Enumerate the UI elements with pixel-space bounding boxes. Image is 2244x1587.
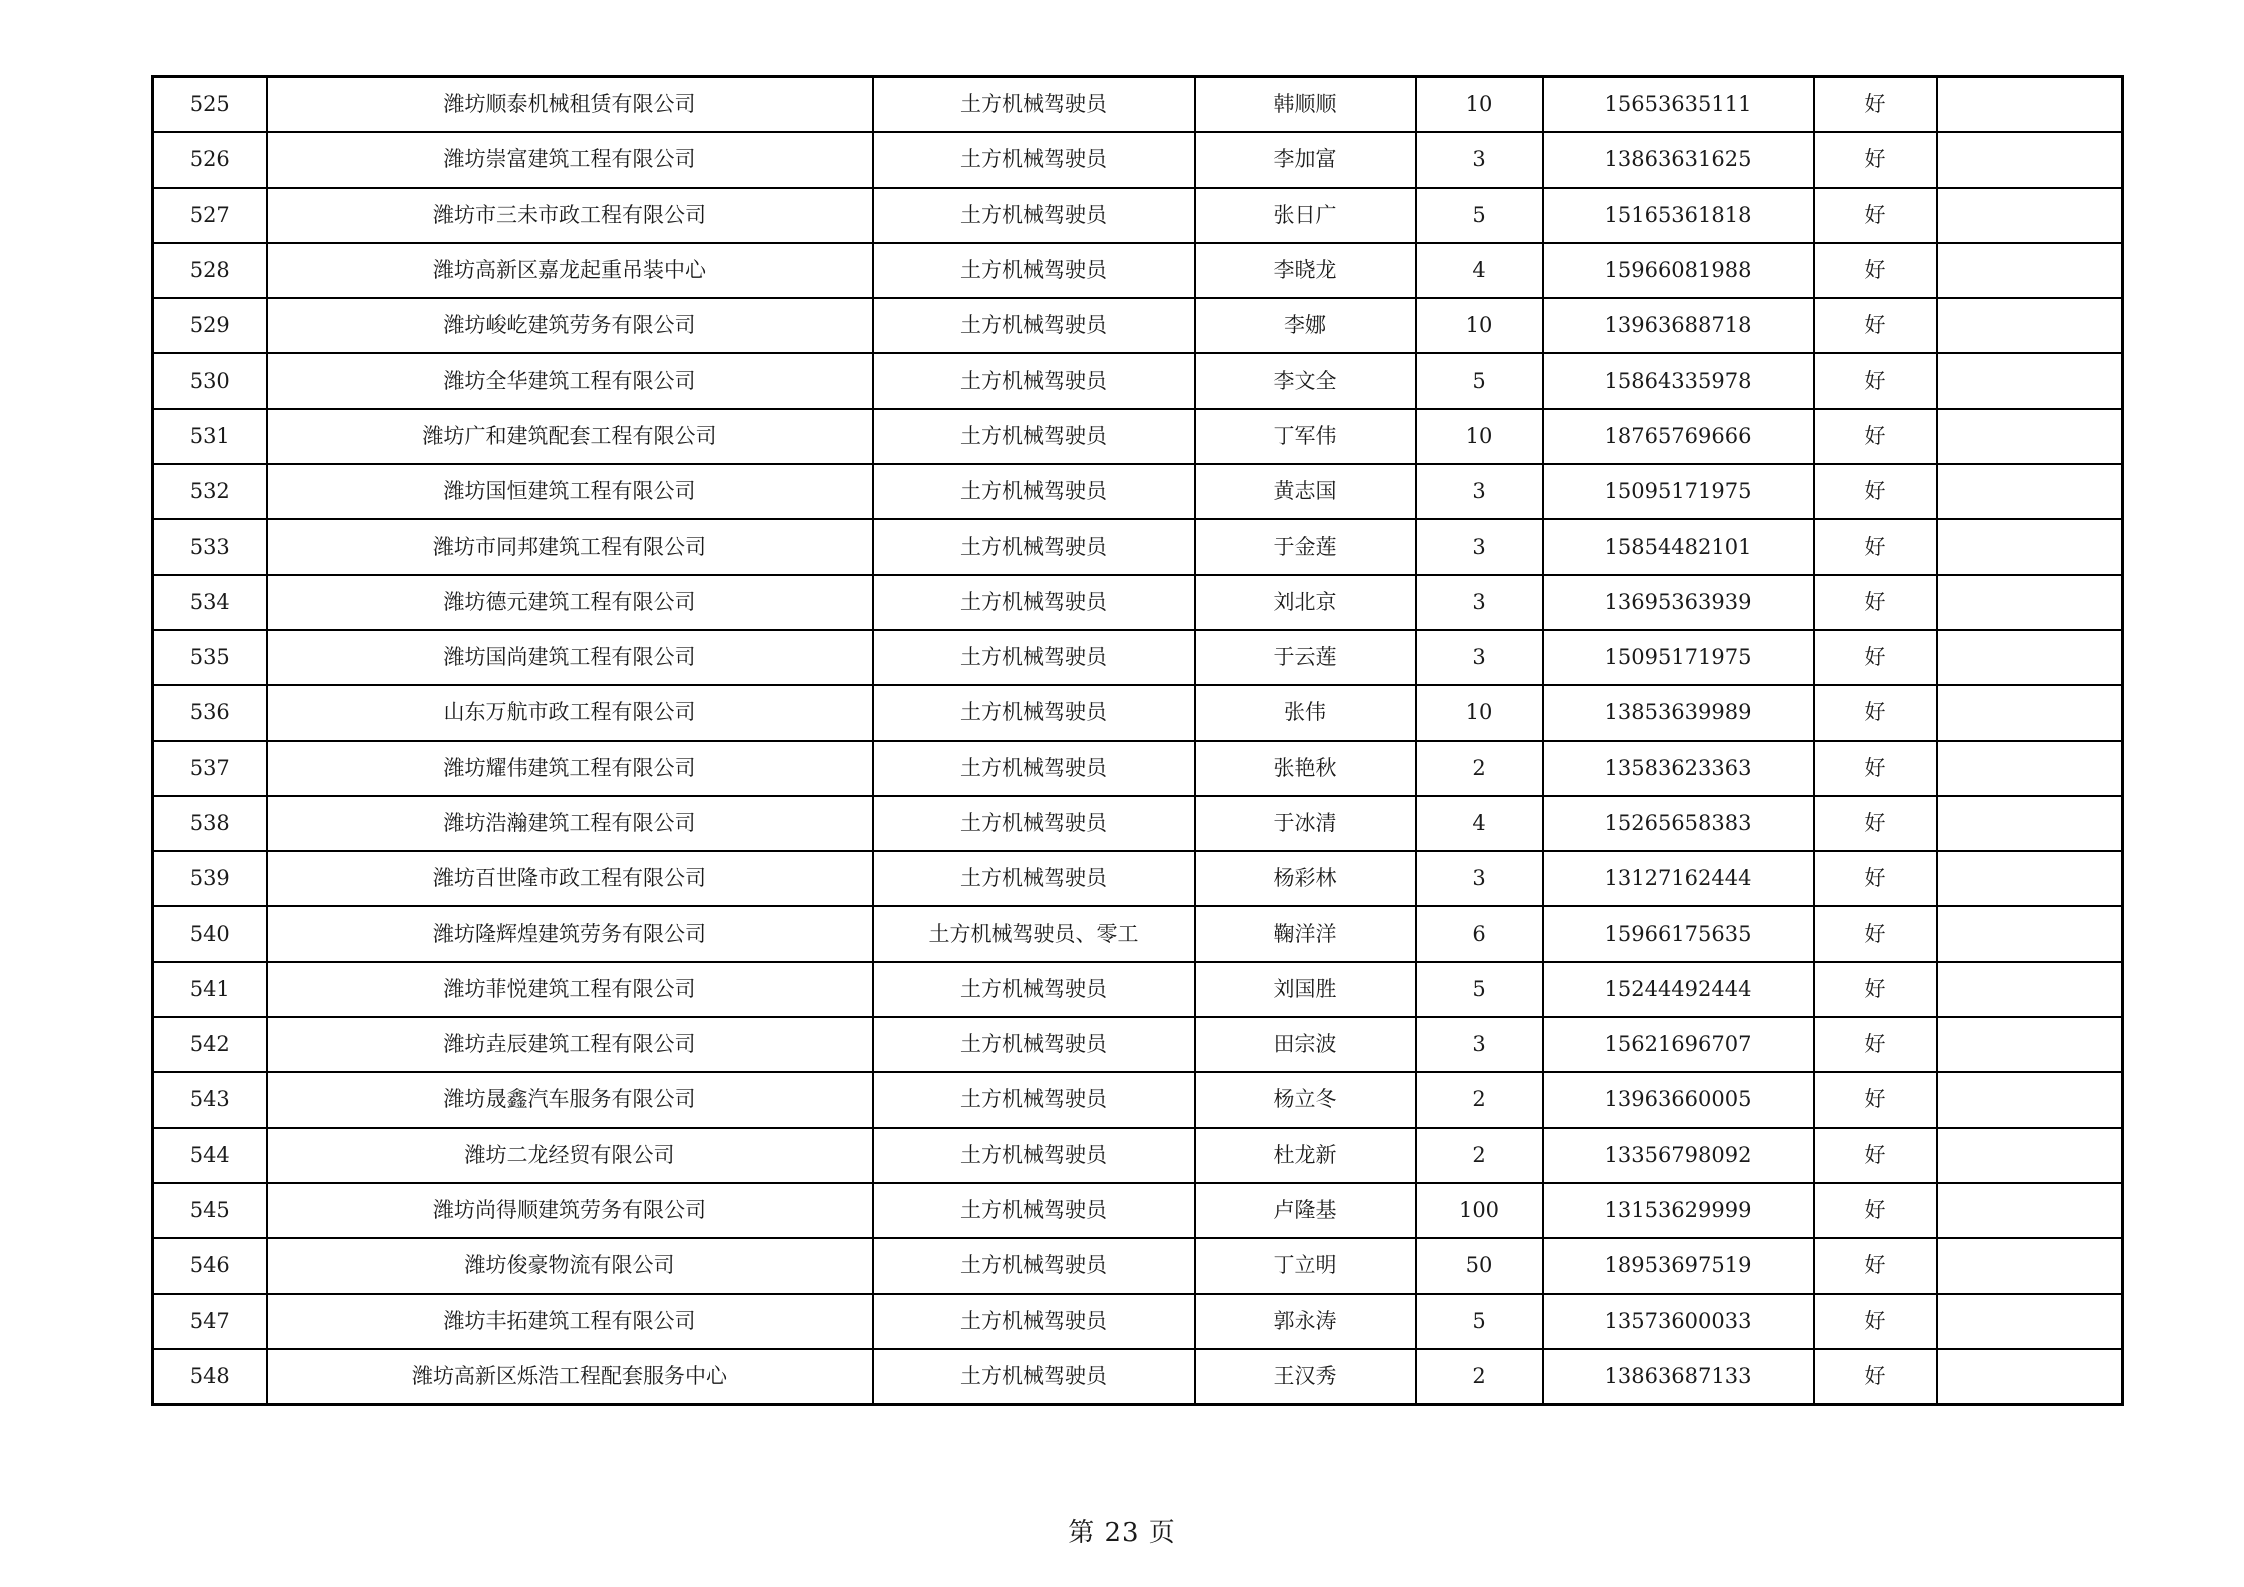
cell-phone: 15966175635 (1543, 906, 1814, 961)
cell-count: 2 (1416, 741, 1543, 796)
cell-company: 潍坊百世隆市政工程有限公司 (267, 851, 873, 906)
cell-rating: 好 (1814, 796, 1937, 851)
cell-contact: 李文全 (1195, 353, 1416, 408)
cell-rating: 好 (1814, 962, 1937, 1017)
cell-index: 534 (153, 575, 267, 630)
cell-count: 4 (1416, 243, 1543, 298)
table-row (153, 796, 2123, 851)
cell-count: 2 (1416, 1072, 1543, 1127)
cell-rating: 好 (1814, 1294, 1937, 1349)
table-row (153, 1017, 2123, 1072)
cell-remark (1937, 1183, 2123, 1238)
cell-phone: 13695363939 (1543, 575, 1814, 630)
cell-company: 潍坊顺泰机械租赁有限公司 (267, 77, 873, 133)
cell-remark (1937, 796, 2123, 851)
cell-rating: 好 (1814, 1349, 1937, 1405)
cell-job-type: 土方机械驾驶员 (873, 298, 1195, 353)
table-row (153, 77, 2123, 133)
cell-remark (1937, 409, 2123, 464)
cell-remark (1937, 77, 2123, 133)
cell-rating: 好 (1814, 1128, 1937, 1183)
cell-count: 100 (1416, 1183, 1543, 1238)
cell-rating: 好 (1814, 1017, 1937, 1072)
cell-contact: 张伟 (1195, 685, 1416, 740)
cell-job-type: 土方机械驾驶员 (873, 77, 1195, 133)
cell-count: 3 (1416, 851, 1543, 906)
cell-index: 541 (153, 962, 267, 1017)
cell-count: 5 (1416, 188, 1543, 243)
cell-job-type: 土方机械驾驶员 (873, 1183, 1195, 1238)
page-number: 第 23 页 (1068, 1518, 1176, 1548)
cell-job-type: 土方机械驾驶员 (873, 851, 1195, 906)
cell-remark (1937, 851, 2123, 906)
cell-count: 4 (1416, 796, 1543, 851)
table-row (153, 298, 2123, 353)
cell-count: 6 (1416, 906, 1543, 961)
cell-company: 潍坊高新区烁浩工程配套服务中心 (267, 1349, 873, 1405)
cell-company: 潍坊高新区嘉龙起重吊装中心 (267, 243, 873, 298)
table-row (153, 741, 2123, 796)
cell-index: 527 (153, 188, 267, 243)
cell-index: 547 (153, 1294, 267, 1349)
cell-index: 544 (153, 1128, 267, 1183)
cell-company: 潍坊俊豪物流有限公司 (267, 1238, 873, 1293)
cell-job-type: 土方机械驾驶员、零工 (873, 906, 1195, 961)
table-row (153, 243, 2123, 298)
cell-count: 2 (1416, 1128, 1543, 1183)
cell-index: 530 (153, 353, 267, 408)
cell-job-type: 土方机械驾驶员 (873, 1294, 1195, 1349)
cell-company: 潍坊尚得顺建筑劳务有限公司 (267, 1183, 873, 1238)
table-row (153, 353, 2123, 408)
table-row (153, 962, 2123, 1017)
cell-rating: 好 (1814, 353, 1937, 408)
cell-contact: 卢隆基 (1195, 1183, 1416, 1238)
cell-job-type: 土方机械驾驶员 (873, 464, 1195, 519)
cell-rating: 好 (1814, 132, 1937, 187)
cell-company: 潍坊国尚建筑工程有限公司 (267, 630, 873, 685)
cell-job-type: 土方机械驾驶员 (873, 132, 1195, 187)
cell-contact: 刘国胜 (1195, 962, 1416, 1017)
cell-remark (1937, 575, 2123, 630)
cell-phone: 15244492444 (1543, 962, 1814, 1017)
cell-contact: 于冰清 (1195, 796, 1416, 851)
table-row (153, 575, 2123, 630)
cell-remark (1937, 906, 2123, 961)
cell-remark (1937, 1349, 2123, 1405)
table-row (153, 906, 2123, 961)
cell-index: 538 (153, 796, 267, 851)
cell-index: 525 (153, 77, 267, 133)
cell-index: 546 (153, 1238, 267, 1293)
table-row (153, 519, 2123, 574)
cell-contact: 张日广 (1195, 188, 1416, 243)
cell-index: 540 (153, 906, 267, 961)
table-row (153, 464, 2123, 519)
cell-company: 潍坊晟鑫汽车服务有限公司 (267, 1072, 873, 1127)
cell-index: 528 (153, 243, 267, 298)
cell-rating: 好 (1814, 409, 1937, 464)
cell-company: 潍坊德元建筑工程有限公司 (267, 575, 873, 630)
cell-phone: 13127162444 (1543, 851, 1814, 906)
cell-phone: 15653635111 (1543, 77, 1814, 133)
cell-company: 潍坊耀伟建筑工程有限公司 (267, 741, 873, 796)
cell-phone: 15864335978 (1543, 353, 1814, 408)
cell-index: 529 (153, 298, 267, 353)
table-row (153, 409, 2123, 464)
cell-rating: 好 (1814, 1183, 1937, 1238)
cell-count: 2 (1416, 1349, 1543, 1405)
cell-remark (1937, 1072, 2123, 1127)
table-row (153, 1183, 2123, 1238)
cell-count: 10 (1416, 77, 1543, 133)
cell-remark (1937, 962, 2123, 1017)
cell-contact: 郭永涛 (1195, 1294, 1416, 1349)
cell-rating: 好 (1814, 519, 1937, 574)
cell-remark (1937, 1294, 2123, 1349)
cell-contact: 杨立冬 (1195, 1072, 1416, 1127)
cell-count: 3 (1416, 519, 1543, 574)
cell-job-type: 土方机械驾驶员 (873, 353, 1195, 408)
cell-phone: 13863631625 (1543, 132, 1814, 187)
cell-company: 潍坊菲悦建筑工程有限公司 (267, 962, 873, 1017)
cell-phone: 15095171975 (1543, 630, 1814, 685)
cell-company: 潍坊垚辰建筑工程有限公司 (267, 1017, 873, 1072)
cell-rating: 好 (1814, 685, 1937, 740)
cell-phone: 13963660005 (1543, 1072, 1814, 1127)
cell-count: 3 (1416, 464, 1543, 519)
cell-rating: 好 (1814, 906, 1937, 961)
cell-phone: 15165361818 (1543, 188, 1814, 243)
cell-contact: 丁立明 (1195, 1238, 1416, 1293)
cell-contact: 黄志国 (1195, 464, 1416, 519)
cell-job-type: 土方机械驾驶员 (873, 1072, 1195, 1127)
cell-contact: 李加富 (1195, 132, 1416, 187)
cell-phone: 15265658383 (1543, 796, 1814, 851)
table-row (153, 1294, 2123, 1349)
cell-contact: 张艳秋 (1195, 741, 1416, 796)
cell-remark (1937, 243, 2123, 298)
cell-rating: 好 (1814, 188, 1937, 243)
cell-rating: 好 (1814, 464, 1937, 519)
cell-job-type: 土方机械驾驶员 (873, 1017, 1195, 1072)
cell-job-type: 土方机械驾驶员 (873, 1128, 1195, 1183)
cell-remark (1937, 741, 2123, 796)
cell-count: 3 (1416, 575, 1543, 630)
cell-phone: 18765769666 (1543, 409, 1814, 464)
table-row (153, 188, 2123, 243)
table-row (153, 851, 2123, 906)
cell-phone: 13573600033 (1543, 1294, 1814, 1349)
cell-job-type: 土方机械驾驶员 (873, 188, 1195, 243)
cell-count: 10 (1416, 685, 1543, 740)
cell-company: 潍坊隆辉煌建筑劳务有限公司 (267, 906, 873, 961)
data-table (151, 75, 2124, 1406)
cell-remark (1937, 298, 2123, 353)
cell-company: 潍坊崇富建筑工程有限公司 (267, 132, 873, 187)
cell-rating: 好 (1814, 1072, 1937, 1127)
cell-contact: 韩顺顺 (1195, 77, 1416, 133)
cell-index: 543 (153, 1072, 267, 1127)
cell-company: 潍坊广和建筑配套工程有限公司 (267, 409, 873, 464)
cell-contact: 于金莲 (1195, 519, 1416, 574)
table-body (153, 77, 2123, 1405)
cell-count: 50 (1416, 1238, 1543, 1293)
table-row (153, 1238, 2123, 1293)
cell-company: 潍坊全华建筑工程有限公司 (267, 353, 873, 408)
cell-phone: 15095171975 (1543, 464, 1814, 519)
cell-job-type: 土方机械驾驶员 (873, 519, 1195, 574)
cell-job-type: 土方机械驾驶员 (873, 630, 1195, 685)
cell-remark (1937, 685, 2123, 740)
cell-rating: 好 (1814, 243, 1937, 298)
cell-rating: 好 (1814, 77, 1937, 133)
cell-index: 531 (153, 409, 267, 464)
cell-index: 542 (153, 1017, 267, 1072)
cell-company: 潍坊峻屹建筑劳务有限公司 (267, 298, 873, 353)
cell-contact: 李晓龙 (1195, 243, 1416, 298)
table-row (153, 1128, 2123, 1183)
table-row (153, 132, 2123, 187)
cell-remark (1937, 1017, 2123, 1072)
cell-remark (1937, 519, 2123, 574)
table-row (153, 685, 2123, 740)
cell-job-type: 土方机械驾驶员 (873, 409, 1195, 464)
cell-count: 10 (1416, 298, 1543, 353)
cell-remark (1937, 1238, 2123, 1293)
cell-rating: 好 (1814, 851, 1937, 906)
cell-job-type: 土方机械驾驶员 (873, 962, 1195, 1017)
cell-rating: 好 (1814, 741, 1937, 796)
cell-job-type: 土方机械驾驶员 (873, 1238, 1195, 1293)
cell-remark (1937, 353, 2123, 408)
cell-job-type: 土方机械驾驶员 (873, 796, 1195, 851)
cell-contact: 鞠洋洋 (1195, 906, 1416, 961)
cell-index: 548 (153, 1349, 267, 1405)
cell-job-type: 土方机械驾驶员 (873, 741, 1195, 796)
cell-count: 5 (1416, 962, 1543, 1017)
cell-count: 3 (1416, 630, 1543, 685)
cell-count: 5 (1416, 1294, 1543, 1349)
cell-contact: 田宗波 (1195, 1017, 1416, 1072)
cell-contact: 王汉秀 (1195, 1349, 1416, 1405)
cell-phone: 13963688718 (1543, 298, 1814, 353)
table-row (153, 1072, 2123, 1127)
cell-contact: 杜龙新 (1195, 1128, 1416, 1183)
cell-company: 潍坊二龙经贸有限公司 (267, 1128, 873, 1183)
cell-company: 潍坊国恒建筑工程有限公司 (267, 464, 873, 519)
cell-index: 536 (153, 685, 267, 740)
cell-count: 3 (1416, 1017, 1543, 1072)
table-row (153, 1349, 2123, 1405)
cell-remark (1937, 188, 2123, 243)
cell-phone: 13153629999 (1543, 1183, 1814, 1238)
table-row (153, 630, 2123, 685)
cell-count: 5 (1416, 353, 1543, 408)
cell-phone: 13583623363 (1543, 741, 1814, 796)
cell-company: 潍坊浩瀚建筑工程有限公司 (267, 796, 873, 851)
cell-job-type: 土方机械驾驶员 (873, 575, 1195, 630)
cell-remark (1937, 1128, 2123, 1183)
cell-rating: 好 (1814, 298, 1937, 353)
cell-index: 537 (153, 741, 267, 796)
cell-phone: 13863687133 (1543, 1349, 1814, 1405)
cell-phone: 15621696707 (1543, 1017, 1814, 1072)
cell-job-type: 土方机械驾驶员 (873, 243, 1195, 298)
cell-rating: 好 (1814, 1238, 1937, 1293)
cell-count: 10 (1416, 409, 1543, 464)
cell-company: 山东万航市政工程有限公司 (267, 685, 873, 740)
cell-company: 潍坊丰拓建筑工程有限公司 (267, 1294, 873, 1349)
cell-rating: 好 (1814, 575, 1937, 630)
cell-count: 3 (1416, 132, 1543, 187)
cell-phone: 13356798092 (1543, 1128, 1814, 1183)
cell-company: 潍坊市同邦建筑工程有限公司 (267, 519, 873, 574)
cell-phone: 15854482101 (1543, 519, 1814, 574)
cell-job-type: 土方机械驾驶员 (873, 685, 1195, 740)
cell-remark (1937, 630, 2123, 685)
cell-index: 533 (153, 519, 267, 574)
cell-index: 539 (153, 851, 267, 906)
cell-index: 545 (153, 1183, 267, 1238)
cell-index: 532 (153, 464, 267, 519)
cell-contact: 丁军伟 (1195, 409, 1416, 464)
cell-remark (1937, 132, 2123, 187)
cell-rating: 好 (1814, 630, 1937, 685)
cell-contact: 刘北京 (1195, 575, 1416, 630)
cell-company: 潍坊市三未市政工程有限公司 (267, 188, 873, 243)
cell-index: 535 (153, 630, 267, 685)
cell-contact: 李娜 (1195, 298, 1416, 353)
cell-contact: 杨彩林 (1195, 851, 1416, 906)
cell-phone: 15966081988 (1543, 243, 1814, 298)
cell-phone: 13853639989 (1543, 685, 1814, 740)
cell-job-type: 土方机械驾驶员 (873, 1349, 1195, 1405)
cell-phone: 18953697519 (1543, 1238, 1814, 1293)
cell-contact: 于云莲 (1195, 630, 1416, 685)
cell-index: 526 (153, 132, 267, 187)
cell-remark (1937, 464, 2123, 519)
